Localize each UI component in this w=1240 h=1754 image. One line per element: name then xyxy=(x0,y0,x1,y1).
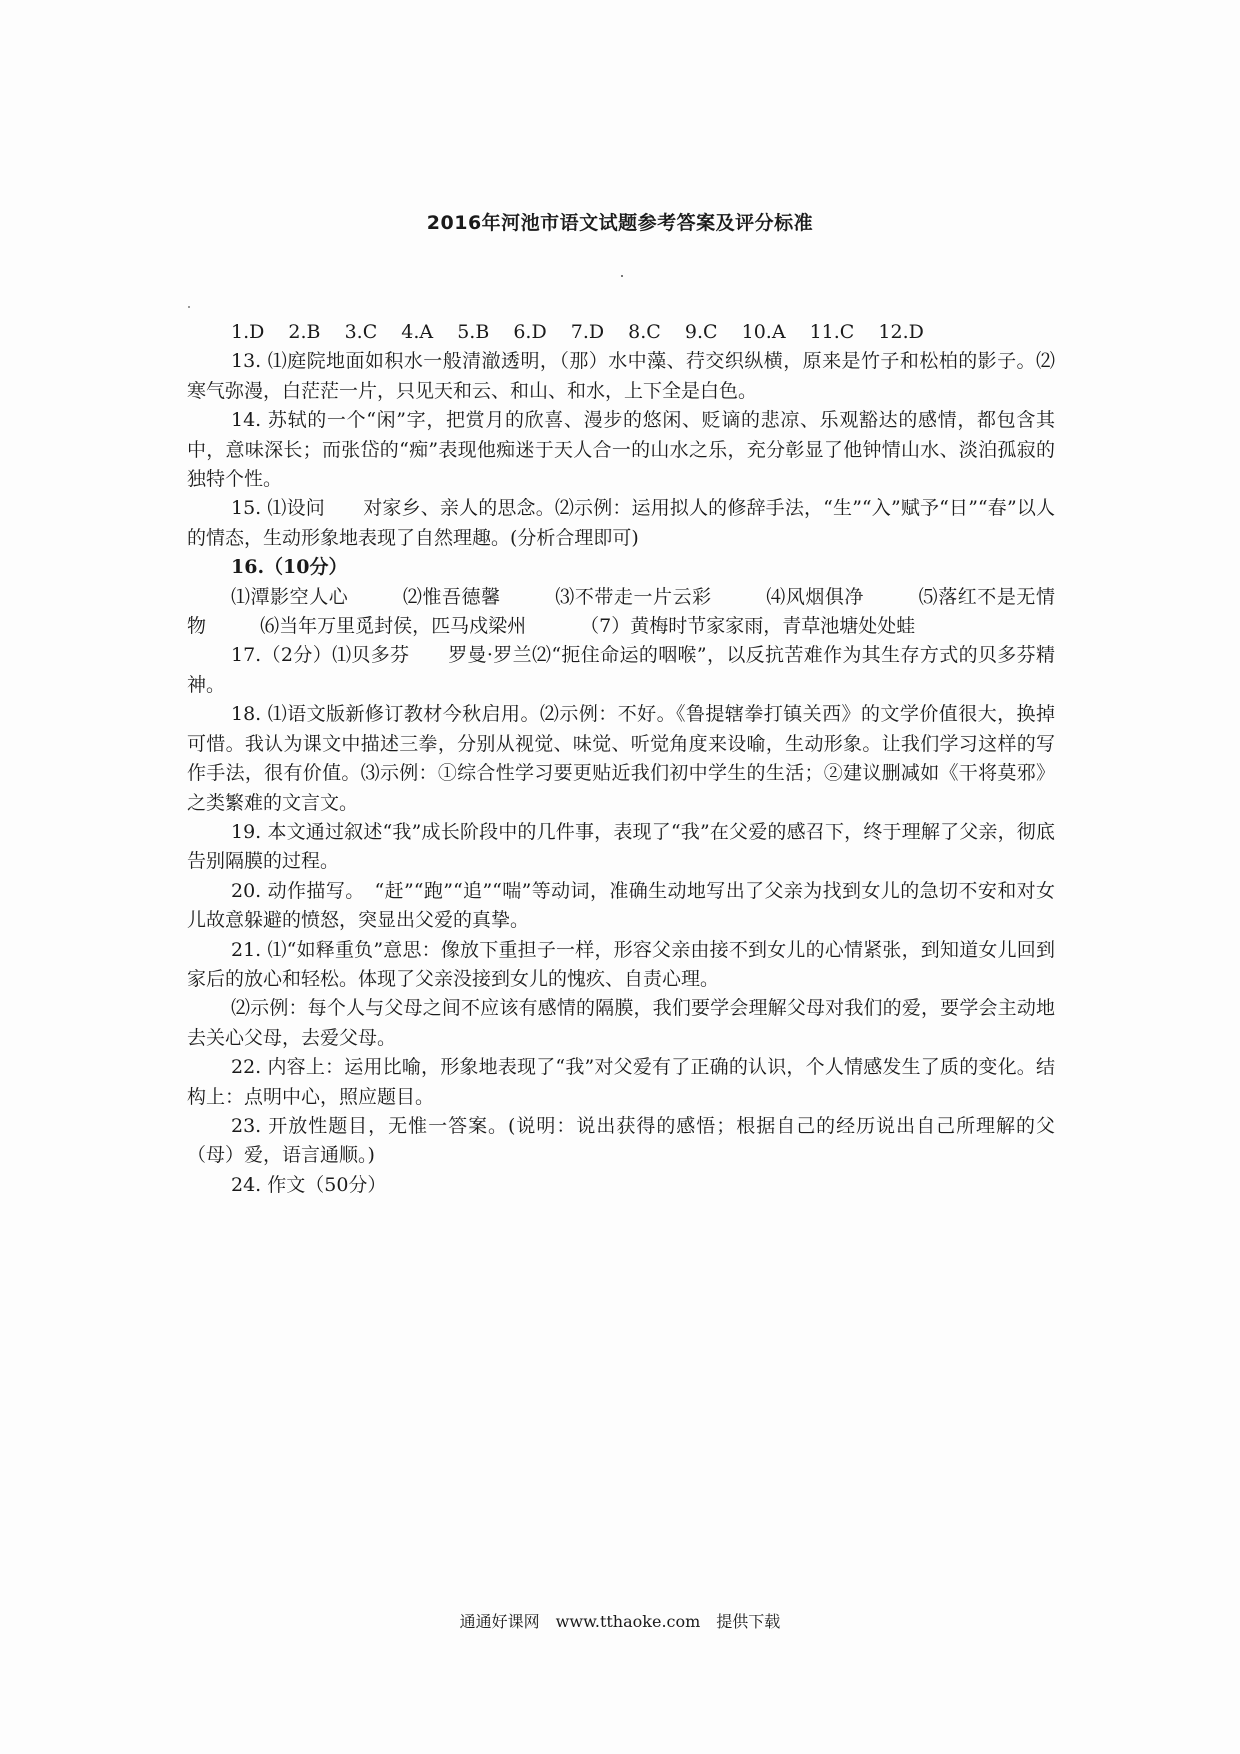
mc-answer: 4.A xyxy=(401,321,434,343)
blank-answer: ⑷风烟俱净 xyxy=(766,585,865,608)
mc-answer: 12.D xyxy=(878,321,924,343)
answer-19: 19. 本文通过叙述“我”成长阶段中的几件事，表现了“我”在父爱的感召下，终于理解了父亲，彻底告别隔膜的过程。 xyxy=(187,820,1055,873)
blank-answer: （7）黄梅时节家家雨，青草池塘处处蛙 xyxy=(580,615,916,638)
answer-21-part1: 21. ⑴“如释重负”意思：像放下重担子一样，形容父亲由接不到女儿的心情紧张，到知道女儿回到家后的放心和轻松。体现了父亲没接到女儿的愧疚、自责心理。 xyxy=(187,938,1055,990)
mc-answers-line xyxy=(187,318,1055,347)
blank-answer: ⑹当年万里觅封侯，匹马戍梁州 xyxy=(260,615,527,638)
answer-23: 23. 开放性题目，无惟一答案。(说明：说出获得的感悟；根据自己的经历说出自己所理解的父（母）爱，语言通顺。) xyxy=(187,1114,1055,1167)
blank-answer: ⑸落红不是无情物 xyxy=(187,585,1055,638)
answer-body xyxy=(187,318,1055,1200)
mc-answer: 5.B xyxy=(457,321,490,343)
answer-17: 17.（2分）⑴贝多芬 罗曼·罗兰⑵“扼住命运的咽喉”，以反抗苦难作为其生存方式的贝多芬精神。 xyxy=(187,644,1055,696)
mc-answer: 6.D xyxy=(513,321,547,343)
mc-answer: 8.C xyxy=(628,321,661,343)
mc-answer: 9.C xyxy=(684,321,718,343)
mc-answer: 7.D xyxy=(570,321,605,343)
blank-answer: ⑵惟吾德馨 xyxy=(402,585,501,608)
answer-24: 24. 作文（50分） xyxy=(231,1173,387,1196)
answer-14: 14. 苏轼的一个“闲”字，把赏月的欣喜、漫步的悠闲、贬谪的悲凉、乐观豁达的感情，都包含其中，意味深长；而张岱的“痴”表现他痴迷于天人合一的山水之乐，充分彰显了他钟情山水、淡泊孤寂的独特个性。 xyxy=(187,409,1055,491)
page-title: 2016年河池市语文试题参考答案及评分标准 xyxy=(426,212,814,234)
scan-speck xyxy=(621,275,623,277)
answer-22: 22. 内容上：运用比喻，形象地表现了“我”对父爱有了正确的认识，个人情感发生了质的变化。结构上：点明中心，照应题目。 xyxy=(187,1056,1055,1108)
blank-answer: ⑴潭影空人心 xyxy=(231,585,349,608)
mc-answer: 1.D xyxy=(231,321,265,343)
blank-answer: ⑶不带走一片云彩 xyxy=(555,585,712,608)
mc-answer: 11.C xyxy=(809,321,855,343)
mc-answer: 10.A xyxy=(741,321,786,343)
page-footer: 通通好课网 www.tthaoke.com 提供下载 xyxy=(459,1612,781,1631)
scan-speck xyxy=(188,306,190,308)
mc-answer: 2.B xyxy=(288,321,321,343)
answer-20: 20. 动作描写。 “赶”“跑”“追”“喘”等动词，准确生动地写出了父亲为找到女儿的急切不安和对女儿故意躲避的愤怒，突显出父爱的真挚。 xyxy=(187,879,1055,932)
answer-13: 13. ⑴庭院地面如积水一般清澈透明，（那）水中藻、荇交织纵横，原来是竹子和松柏的影子。⑵寒气弥漫，白茫茫一片，只见天和云、和山、和水，上下全是白色。 xyxy=(187,350,1055,402)
answer-16-heading: 16.（10分） xyxy=(231,556,348,579)
mc-answer: 3.C xyxy=(344,321,378,343)
answer-16-items xyxy=(187,583,1055,642)
answer-15: 15. ⑴设问 对家乡、亲人的思念。⑵示例：运用拟人的修辞手法，“生”“入”赋予“日”“春”以人的情态，生动形象地表现了自然理趣。(分析合理即可) xyxy=(187,497,1055,549)
answer-21-part2: ⑵示例：每个人与父母之间不应该有感情的隔膜，我们要学会理解父母对我们的爱，要学会主动地去关心父母，去爱父母。 xyxy=(187,997,1055,1049)
answer-18: 18. ⑴语文版新修订教材今秋启用。⑵示例：不好。《鲁提辖拳打镇关西》的文学价值很大，换掉可惜。我认为课文中描述三拳，分别从视觉、味觉、听觉角度来设喻，生动形象。让我们学习这样的写作手法，很有价值。⑶示例：①综合性学习要更贴近我们初中学生的生活；②建议删减如《干将莫邪》之类繁难的文言文。 xyxy=(187,703,1055,814)
